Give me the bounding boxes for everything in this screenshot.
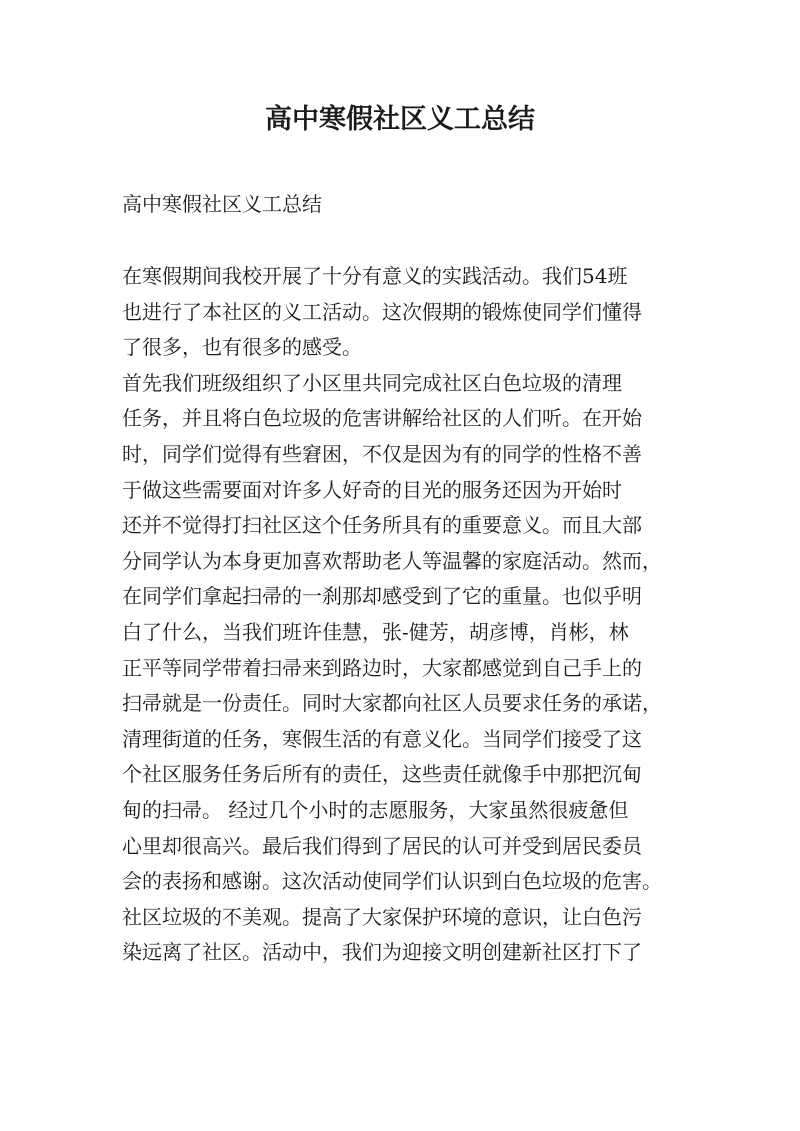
body-line: 在寒假期间我校开展了十分有意义的实践活动。我们54班 xyxy=(122,264,628,288)
document-body xyxy=(122,259,682,971)
body-line: 染远离了社区。活动中，我们为迎接文明创建新社区打下了 xyxy=(122,940,642,965)
body-line: 正平等同学带着扫帚来到路边时，大家都感觉到自己手上的 xyxy=(122,655,642,680)
document-subtitle: 高中寒假社区义工总结 xyxy=(122,192,322,216)
body-line: 白了什么，当我们班许佳慧，张-健芳，胡彦博，肖彬，林 xyxy=(122,619,629,644)
body-line: 会的表扬和感谢。这次活动使同学们认识到白色垃圾的危害。 xyxy=(122,869,662,894)
body-line: 还并不觉得打扫社区这个任务所具有的重要意义。而且大部 xyxy=(122,513,642,538)
body-line: 在同学们拿起扫帚的一刹那却感受到了它的重量。也似乎明 xyxy=(122,584,642,609)
body-line: 于做这些需要面对许多人好奇的目光的服务还因为开始时 xyxy=(122,477,622,502)
body-line: 分同学认为本身更加喜欢帮助老人等温馨的家庭活动。然而， xyxy=(122,548,662,573)
document-title: 高中寒假社区义工总结 xyxy=(265,104,535,135)
body-line: 任务，并且将白色垃圾的危害讲解给社区的人们听。在开始 xyxy=(122,406,642,431)
body-line: 社区垃圾的不美观。提高了大家保护环境的意识，让白色污 xyxy=(122,904,642,929)
body-line: 心里却很高兴。最后我们得到了居民的认可并受到居民委员 xyxy=(122,833,642,858)
body-line: 了很多，也有很多的感受。 xyxy=(122,335,362,360)
body-line: 清理街道的任务，寒假生活的有意义化。当同学们接受了这 xyxy=(122,726,642,751)
body-line: 首先我们班级组织了小区里共同完成社区白色垃圾的清理 xyxy=(122,370,622,395)
body-line: 时，同学们觉得有些窘困，不仅是因为有的同学的性格不善 xyxy=(122,441,642,466)
body-line: 个社区服务任务后所有的责任，这些责任就像手中那把沉甸 xyxy=(122,762,642,787)
body-line: 甸的扫帚。 经过几个小时的志愿服务，大家虽然很疲惫但 xyxy=(122,797,629,822)
body-line: 扫帚就是一份责任。同时大家都向社区人员要求任务的承诺， xyxy=(122,691,662,716)
body-line: 也进行了本社区的义工活动。这次假期的锻炼使同学们懂得 xyxy=(122,299,642,324)
